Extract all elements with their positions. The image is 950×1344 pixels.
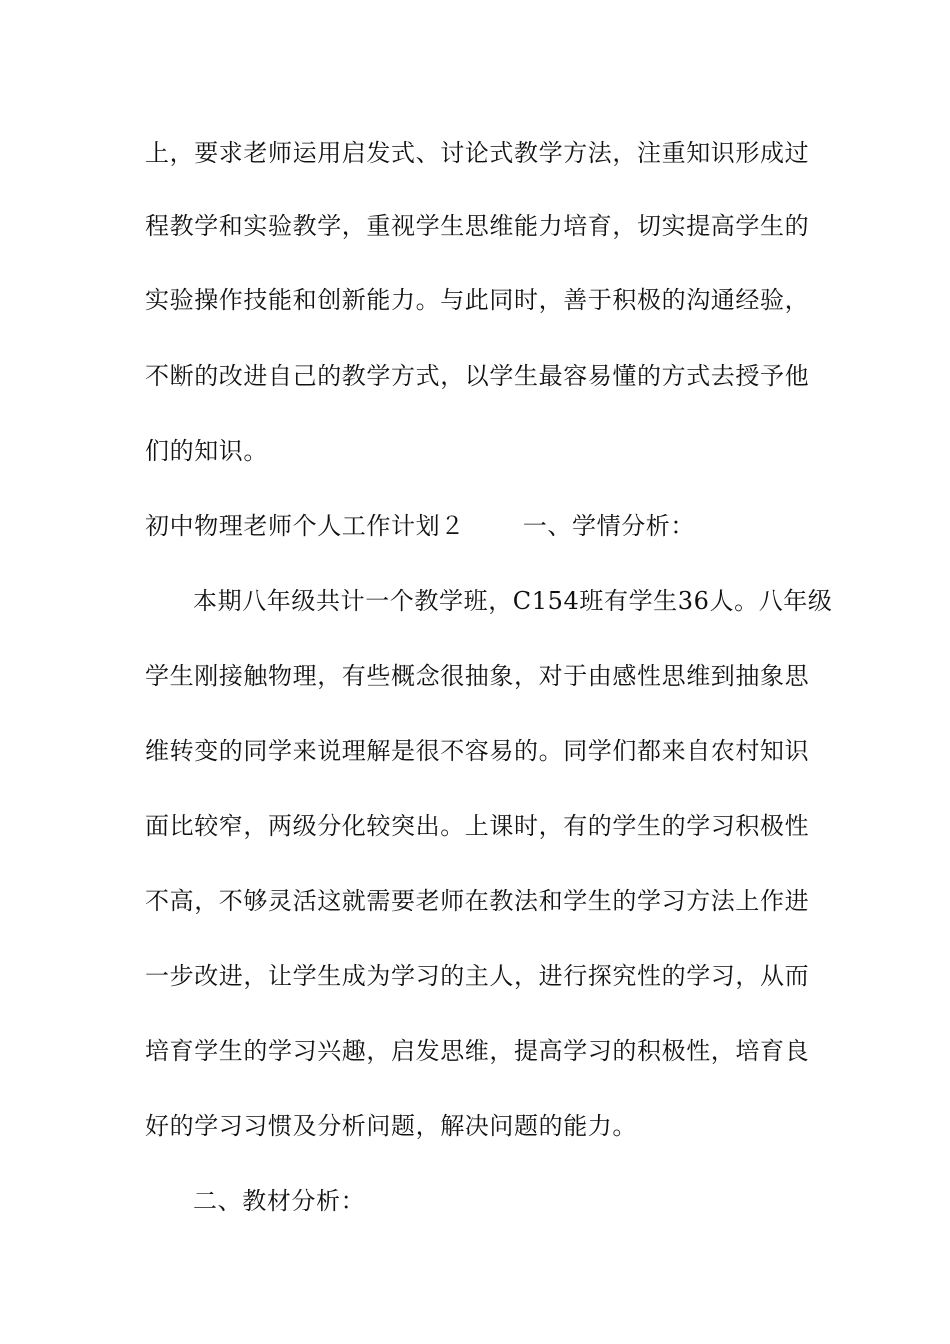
text-line: 程教学和实验教学，重视学生思维能力培育，切实提高学生的 xyxy=(145,212,810,240)
section-heading-1: 一、学情分析： xyxy=(522,512,696,540)
text-line: 们的知识。 xyxy=(145,437,268,465)
text-line: 面比较窄，两级分化较突出。上课时，有的学生的学习积极性 xyxy=(145,812,810,840)
section-heading-2: 二、教材分析： xyxy=(193,1187,366,1215)
text-line: 培育学生的学习兴趣，启发思维，提高学习的积极性，培育良 xyxy=(145,1037,810,1065)
text-line: 上，要求老师运用启发式、讨论式教学方法，注重知识形成过 xyxy=(145,139,810,167)
heading-line xyxy=(145,506,810,546)
text-line: 不高，不够灵活这就需要老师在教法和学生的学习方法上作进 xyxy=(145,887,810,915)
document-title: 初中物理老师个人工作计划２ xyxy=(145,512,465,540)
text-line: 学生刚接触物理，有些概念很抽象，对于由感性思维到抽象思 xyxy=(145,662,810,690)
text-line: 好的学习习惯及分析问题，解决问题的能力。 xyxy=(145,1112,637,1140)
text-line: 维转变的同学来说理解是很不容易的。同学们都来自农村知识 xyxy=(145,737,810,765)
text-line: 实验操作技能和创新能力。与此同时，善于积极的沟通经验， xyxy=(145,286,810,314)
text-line: 本期八年级共计一个教学班，C154班有学生36人。八年级 xyxy=(193,587,833,615)
text-line: 不断的改进自己的教学方式，以学生最容易懂的方式去授予他 xyxy=(145,362,810,390)
text-line: 一步改进，让学生成为学习的主人，进行探究性的学习，从而 xyxy=(145,962,810,990)
